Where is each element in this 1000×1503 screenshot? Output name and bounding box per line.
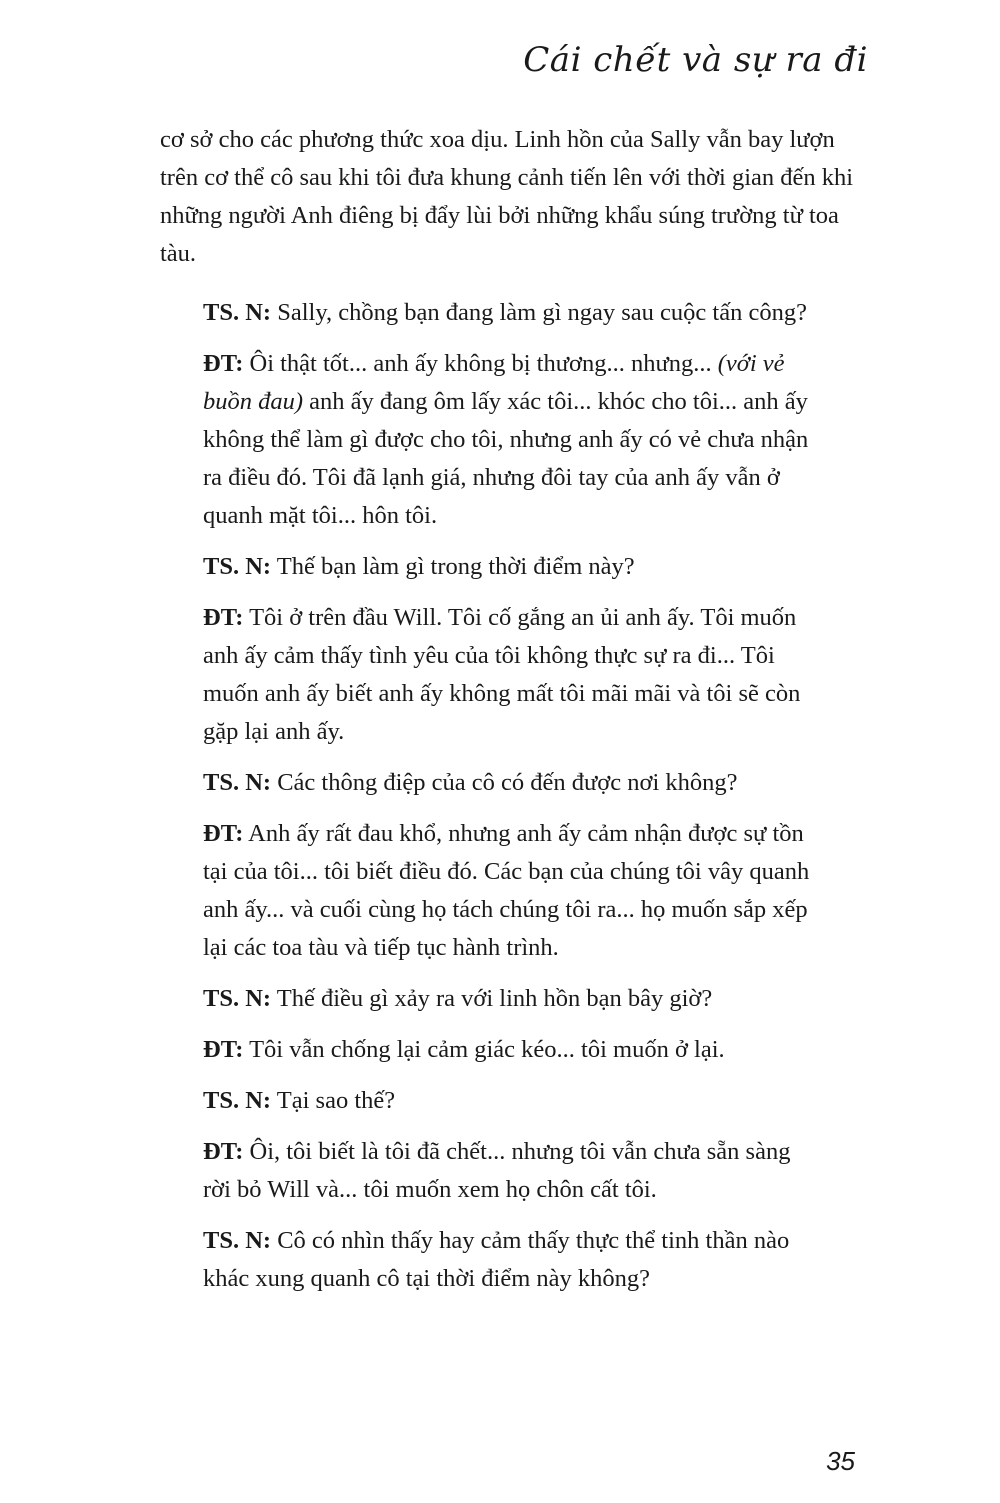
speaker-label: TS. N:: [203, 769, 272, 796]
speaker-label: ĐT:: [203, 604, 244, 631]
dialogue-turn: [203, 1222, 818, 1298]
speaker-label: TS. N:: [203, 553, 272, 580]
turn-text: Tôi vẫn chống lại cảm giác kéo... tôi muốn ở lại.: [249, 1036, 725, 1063]
speaker-label: ĐT:: [203, 1138, 244, 1165]
dialogue-turn: [203, 1031, 818, 1069]
dialogue-section: [160, 294, 818, 1298]
turn-text: Ôi, tôi biết là tôi đã chết... nhưng tôi vẫn chưa sẵn sàng rời bỏ Will và... tôi muốn xem họ chôn cất tôi.: [203, 1138, 791, 1203]
dialogue-turn: [203, 548, 818, 586]
dialogue-turn: [203, 345, 818, 535]
speaker-label: TS. N:: [203, 985, 272, 1012]
stage-direction: (với vẻ buồn đau): [203, 350, 785, 415]
speaker-label: TS. N:: [203, 1227, 272, 1254]
dialogue-turn: [203, 1082, 818, 1120]
speaker-label: TS. N:: [203, 1087, 272, 1114]
turn-text-continued: anh ấy đang ôm lấy xác tôi... khóc cho tôi... anh ấy không thể làm gì được cho tôi, nhưng anh ấy có vẻ chưa nhận ra điều đó. Tôi đã lạnh giá, nhưng đôi tay của anh ấy vẫn ở quanh mặt tôi... hôn tôi.: [203, 388, 809, 529]
page-body: [160, 121, 860, 1311]
turn-text: Tại sao thế?: [276, 1087, 396, 1114]
dialogue-turn: [203, 1133, 818, 1209]
turn-text: Thế điều gì xảy ra với linh hồn bạn bây giờ?: [276, 985, 713, 1012]
dialogue-turn: [203, 815, 818, 967]
turn-text: Cô có nhìn thấy hay cảm thấy thực thể tinh thần nào khác xung quanh cô tại thời điểm này không?: [203, 1227, 790, 1292]
speaker-label: ĐT:: [203, 820, 244, 847]
intro-text: cơ sở cho các phương thức xoa dịu. Linh hồn của Sally vẫn bay lượn trên cơ thể cô sau khi tôi đưa khung cảnh tiến lên với thời gian đến khi những người Anh điêng bị đẩy lùi bởi những khẩu súng trường từ toa tàu.: [160, 126, 854, 267]
turn-text: Các thông điệp của cô có đến được nơi không?: [277, 769, 738, 796]
dialogue-turn: [203, 599, 818, 751]
page-number: 35: [826, 1446, 855, 1476]
intro-paragraph: [160, 121, 860, 273]
turn-text: Ôi thật tốt... anh ấy không bị thương... nhưng...: [249, 350, 712, 377]
speaker-label: ĐT:: [203, 350, 244, 377]
speaker-label: ĐT:: [203, 1036, 244, 1063]
turn-text: Sally, chồng bạn đang làm gì ngay sau cuộc tấn công?: [277, 299, 807, 326]
running-header-title: Cái chết và sự ra đi: [523, 40, 868, 80]
dialogue-turn: [203, 980, 818, 1018]
turn-text: Tôi ở trên đầu Will. Tôi cố gắng an ủi anh ấy. Tôi muốn anh ấy cảm thấy tình yêu của tôi không thực sự ra đi... Tôi muốn anh ấy biết anh ấy không mất tôi mãi mãi và tôi sẽ còn gặp lại anh ấy.: [203, 604, 801, 745]
dialogue-turn: [203, 294, 818, 332]
turn-text: Thế bạn làm gì trong thời điểm này?: [276, 553, 635, 580]
speaker-label: TS. N:: [203, 299, 272, 326]
dialogue-turn: [203, 764, 818, 802]
turn-text: Anh ấy rất đau khổ, nhưng anh ấy cảm nhận được sự tồn tại của tôi... tôi biết điều đó. Các bạn của chúng tôi vây quanh anh ấy... và cuối cùng họ tách chúng tôi ra... họ muốn sắp xếp lại các toa tàu và tiếp tục hành trình.: [203, 820, 810, 961]
